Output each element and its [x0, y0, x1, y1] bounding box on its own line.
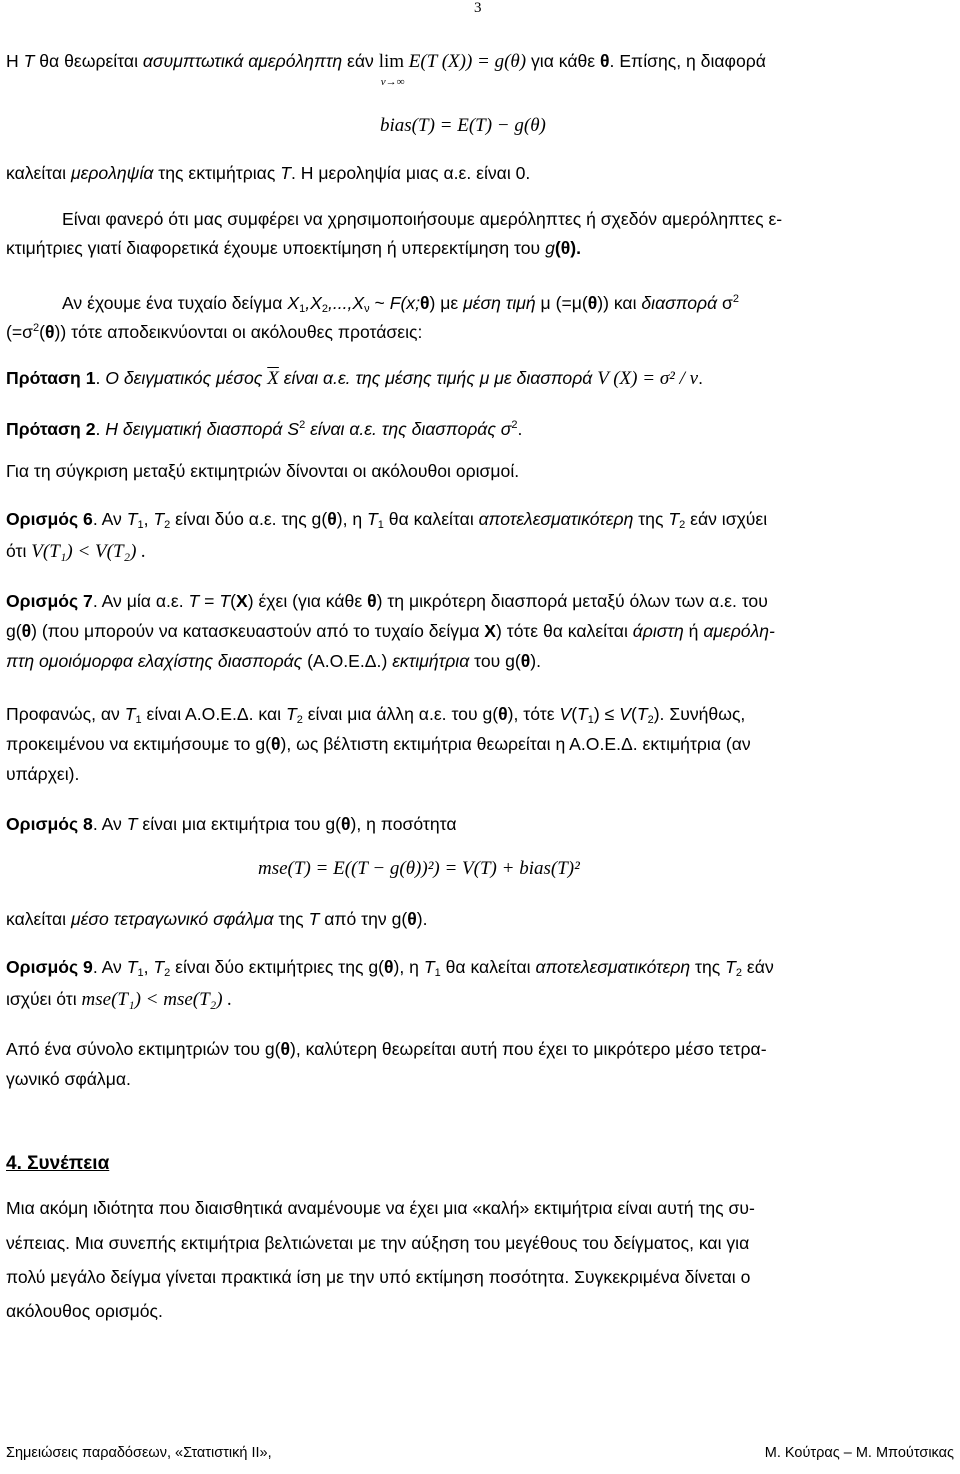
symbol: X — [287, 293, 300, 313]
symbol: T — [153, 957, 165, 977]
symbol: T — [285, 704, 297, 724]
symbol: V — [619, 704, 631, 724]
text-span: Από ένα σύνολο εκτιμητριών του g( — [6, 1039, 281, 1059]
subscript: 2 — [164, 967, 171, 979]
symbol: θ — [407, 909, 417, 929]
symbol: T — [153, 509, 165, 529]
subscript: 2 — [735, 967, 743, 979]
text-span: είναι α.ε. της διασποράς σ — [305, 419, 512, 439]
text-span: μ (=μ( — [535, 293, 588, 313]
symbol: (θ). — [554, 238, 581, 258]
superscript: 2 — [511, 419, 518, 431]
mse-equation: mse(T) = E((T − g(θ))²) = V(T) + bias(T)² — [258, 858, 580, 879]
text-span: ( — [630, 704, 637, 724]
text-span: ) ≤ — [593, 704, 620, 724]
text-span: ), η — [393, 957, 424, 977]
text-span: Ο δειγματικός μέσος — [105, 368, 268, 388]
text-line: ακόλουθος ορισμός. — [6, 1301, 163, 1321]
subscript: 1 — [377, 519, 384, 531]
subscript: 1 — [587, 714, 594, 726]
text-span: (Α.Ο.Ε.Δ.) — [302, 651, 393, 671]
text-span: . — [95, 419, 106, 439]
lim-word: lim — [378, 51, 405, 72]
text-span: από την g( — [319, 909, 408, 929]
definition-label: Ορισμός 6 — [6, 509, 93, 529]
text-span: θα καλείται — [383, 509, 479, 529]
text-span: ~ — [369, 293, 390, 313]
symbol: θ — [21, 621, 32, 641]
text-span: . — [698, 368, 703, 388]
symbol: θ — [600, 51, 610, 71]
text-span: . Η μεροληψία μιας α.ε. είναι 0. — [290, 163, 531, 183]
lim-subscript: ν→∞ — [380, 76, 405, 88]
text-span: είναι μια εκτιμήτρια του g( — [137, 814, 341, 834]
text-span: . Αν μία α.ε. — [92, 591, 189, 611]
symbol: X — [484, 621, 497, 641]
text-span: της εκτιμήτριας — [153, 163, 281, 183]
term: αποτελεσματικότερη — [478, 509, 634, 529]
symbol: T — [126, 509, 138, 529]
subscript: 2 — [647, 714, 654, 726]
text-span: είναι Α.Ο.Ε.Δ. και — [141, 704, 286, 724]
symbol: T — [668, 509, 680, 529]
text-span: ), ως βέλτιστη εκτιμήτρια θεωρείται η Α.Ο.Ε.Δ. εκτιμήτρια (αν — [280, 734, 751, 754]
symbol: θ — [327, 509, 337, 529]
subscript: 1 — [299, 303, 306, 315]
text-span: )) και — [597, 293, 642, 313]
text-span: ). — [416, 909, 428, 929]
math-expression: V (X) = σ² / ν — [597, 368, 699, 389]
text-line — [6, 50, 766, 88]
term: μέση τιμή — [463, 293, 536, 313]
definition-label: Ορισμός 7 — [6, 591, 93, 611]
text-line — [6, 1038, 767, 1060]
text-span: θα θεωρείται — [34, 51, 143, 71]
text-line — [6, 703, 745, 731]
limit-expression — [378, 51, 405, 88]
text-line — [62, 288, 739, 320]
text-span: είναι δύο εκτιμήτριες της g( — [170, 957, 385, 977]
math-expression: mse(T₁) < mse(T₂) . — [81, 989, 233, 1010]
text-span: ) τη μικρότερη διασπορά μεταξύ όλων των α.ε. του — [376, 591, 768, 611]
text-span: του g( — [469, 651, 521, 671]
symbol: F — [389, 293, 401, 313]
text-span: = — [199, 591, 220, 611]
symbol: (x; — [400, 293, 420, 313]
text-span: )) τότε αποδεικνύονται οι ακόλουθες προτάσεις: — [54, 322, 423, 342]
bias-equation: bias(T) = E(T) − g(θ) — [380, 115, 546, 136]
term: πτη ομοιόμορφα ελαχίστης διασποράς — [6, 651, 303, 671]
symbol: ,...,X — [327, 293, 365, 313]
text-line: Για τη σύγκριση μεταξύ εκτιμητριών δίνονται οι ακόλουθοι ορισμοί. — [6, 461, 520, 481]
text-line — [6, 733, 751, 755]
text-span: είναι δύο α.ε. της g( — [170, 509, 328, 529]
symbol: T — [725, 957, 736, 977]
text-span: Η δειγματική διασπορά S — [105, 419, 300, 439]
text-span: εάν — [342, 51, 379, 71]
symbol: V — [559, 704, 572, 724]
text-span: . Επίσης, η διαφορά — [609, 51, 766, 71]
text-span: της — [690, 957, 726, 977]
text-span: , — [143, 509, 154, 529]
subscript: 1 — [135, 714, 142, 726]
text-line: νέπειας. Μια συνεπής εκτιμήτρια βελτιώνεται με την αύξηση του μεγέθους του δείγματος, και για — [6, 1233, 750, 1253]
symbol: T — [126, 814, 138, 834]
text-span: ). — [530, 651, 542, 671]
term: διασπορά — [641, 293, 718, 313]
text-span: σ — [717, 293, 733, 313]
symbol: X — [235, 591, 248, 611]
definition-6 — [6, 508, 767, 536]
symbol: T — [636, 704, 648, 724]
math-expression: V(T₁) < V(T₂) . — [31, 541, 146, 562]
sample-mean-symbol: $\overline{X}$ — [267, 368, 279, 389]
footer-right: Μ. Κούτρας – Μ. Μπούτσικας — [764, 1445, 954, 1461]
subscript: 1 — [137, 519, 144, 531]
section-heading: 4. Συνέπεια — [6, 1153, 110, 1174]
proposition-2 — [6, 414, 522, 440]
symbol: T — [423, 957, 435, 977]
text-span: . — [517, 419, 523, 439]
text-line — [6, 540, 146, 563]
term: αποτελεσματικότερη — [535, 957, 691, 977]
symbol: θ — [44, 322, 55, 342]
text-span: ισχύει ότι — [6, 989, 82, 1009]
definition-7 — [6, 590, 768, 612]
symbol: ,X — [305, 293, 322, 313]
text-span: προκειμένου να εκτιμήσουμε το g( — [6, 734, 271, 754]
text-span: εάν — [742, 957, 774, 977]
symbol: θ — [384, 957, 394, 977]
text-span: ), η — [336, 509, 368, 529]
symbol: θ — [587, 293, 598, 313]
term: μεροληψία — [70, 163, 154, 183]
superscript: 2 — [732, 293, 740, 305]
page-number: 3 — [474, 0, 482, 16]
text-span: για κάθε — [526, 51, 601, 71]
text-span: ) τότε θα καλείται — [496, 621, 633, 641]
text-span: . — [95, 368, 106, 388]
term: εκτιμήτρια — [392, 651, 470, 671]
symbol: θ — [520, 651, 531, 671]
symbol: T — [23, 51, 35, 71]
text-span: ). Συνήθως, — [653, 704, 746, 724]
text-span: καλείται — [6, 909, 71, 929]
text-span: ), τότε — [507, 704, 560, 724]
symbol: θ — [419, 293, 430, 313]
symbol: T — [188, 591, 200, 611]
proposition-label: Πρόταση 2 — [6, 419, 96, 439]
superscript: 2 — [299, 419, 306, 431]
text-span: . Αν — [92, 957, 127, 977]
text-span: Η — [6, 51, 24, 71]
text-span: είναι μια άλλη α.ε. του g( — [302, 704, 499, 724]
definition-8 — [6, 813, 457, 835]
footer-left: Σημειώσεις παραδόσεων, «Στατιστική ΙΙ», — [6, 1445, 272, 1461]
symbol: T — [280, 163, 291, 183]
text-span: , — [143, 957, 154, 977]
term: ασυμπτωτικά αμερόληπτη — [142, 51, 343, 71]
text-line — [6, 908, 428, 930]
proposition-label: Πρόταση 1 — [6, 368, 96, 388]
text-span: της — [633, 509, 669, 529]
symbol: T — [124, 704, 136, 724]
symbol: θ — [367, 591, 377, 611]
text-line — [6, 620, 775, 642]
definition-label: Ορισμός 9 — [6, 957, 93, 977]
text-span: ότι — [6, 541, 32, 561]
text-span: ή — [683, 621, 704, 641]
text-span: g( — [6, 621, 22, 641]
text-span: (=σ — [6, 322, 33, 342]
text-line — [6, 650, 541, 672]
text-span: . Αν — [92, 509, 127, 529]
subscript: 2 — [679, 519, 686, 531]
text-line — [6, 317, 422, 343]
text-span: ), η ποσότητα — [350, 814, 457, 834]
definition-9 — [6, 956, 774, 984]
symbol: θ — [280, 1039, 291, 1059]
text-span: καλείται — [6, 163, 71, 183]
text-span: είναι α.ε. της μέσης τιμής μ με διασπορά — [278, 368, 598, 388]
text-span: Προφανώς, αν — [6, 704, 125, 724]
subscript: 2 — [321, 303, 328, 315]
text-line — [6, 162, 530, 184]
text-line: πολύ μεγάλο δείγμα γίνεται πρακτικά ίση με την υπό εκτίμηση ποσότητα. Συγκεκριμένα δίνεται ο — [6, 1267, 751, 1287]
text-line — [6, 988, 232, 1011]
text-line: Μια ακόμη ιδιότητα που διαισθητικά αναμένουμε να έχει μια «καλή» εκτιμήτρια είναι αυτή της συ- — [6, 1198, 755, 1218]
text-span: ) με — [429, 293, 464, 313]
text-span: της — [273, 909, 309, 929]
term: αμερόλη- — [703, 621, 775, 641]
text-span: ( — [39, 322, 45, 342]
term: άριστη — [632, 621, 684, 641]
subscript: 2 — [296, 714, 303, 726]
text-span: Αν έχουμε ένα τυχαίο δείγμα — [62, 293, 288, 313]
symbol: θ — [270, 734, 281, 754]
text-span: ( — [230, 591, 236, 611]
symbol: T — [367, 509, 378, 529]
proposition-1 — [6, 367, 703, 390]
text-line: γωνικό σφάλμα. — [6, 1069, 131, 1089]
text-span: θα καλείται — [440, 957, 536, 977]
text-span: ), καλύτερη θεωρείται αυτή που έχει το μικρότερο μέσο τετρα- — [290, 1039, 767, 1059]
superscript: 2 — [33, 322, 40, 334]
text-span: ( — [571, 704, 578, 724]
symbol: T — [126, 957, 138, 977]
symbol: T — [308, 909, 320, 929]
symbol: T — [219, 591, 231, 611]
subscript: 2 — [164, 519, 171, 531]
text-span: ) έχει (για κάθε — [247, 591, 368, 611]
text-line — [6, 237, 581, 259]
subscript: 1 — [137, 967, 144, 979]
definition-label: Ορισμός 8 — [6, 814, 93, 834]
math-expression: E(T (X)) = g(θ) — [404, 51, 527, 72]
text-line: υπάρχει). — [6, 764, 80, 784]
term: μέσο τετραγωνικό σφάλμα — [70, 909, 274, 929]
text-span: ) (που μπορούν να κατασκευαστούν από το τυχαίο δείγμα — [31, 621, 485, 641]
symbol: θ — [341, 814, 351, 834]
symbol: g — [545, 238, 555, 258]
symbol: T — [577, 704, 588, 724]
subscript: 1 — [434, 967, 441, 979]
text-line: Είναι φανερό ότι μας συμφέρει να χρησιμοποιήσουμε αμερόληπτες ή σχεδόν αμερόληπτες ε- — [62, 209, 783, 229]
text-span: . Αν — [92, 814, 127, 834]
subscript: ν — [364, 303, 370, 315]
text-span: κτιμήτριες γιατί διαφορετικά έχουμε υποεκτίμηση ή υπερεκτίμηση του — [6, 238, 546, 258]
text-span: εάν ισχύει — [685, 509, 768, 529]
symbol: θ — [498, 704, 508, 724]
